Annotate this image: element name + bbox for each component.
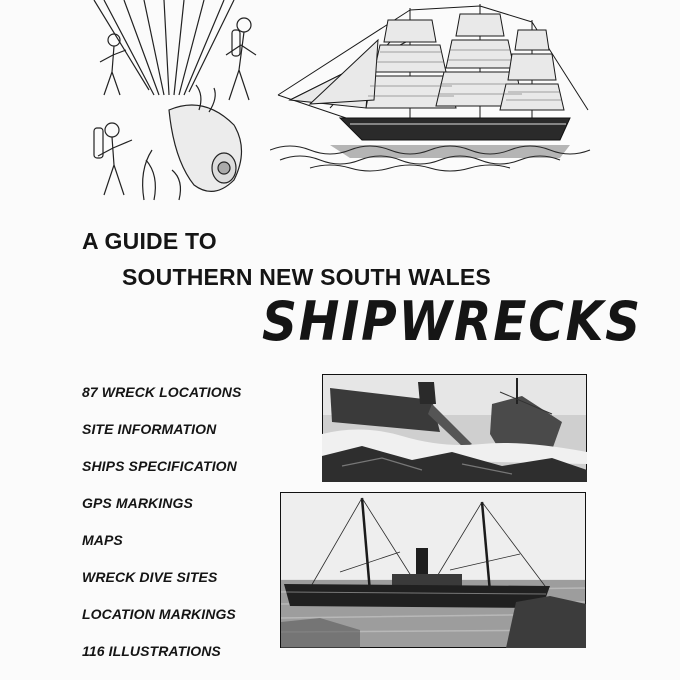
feature-item: WRECK DIVE SITES [82, 569, 218, 585]
feature-item: 87 WRECK LOCATIONS [82, 384, 242, 400]
photo-steamship [280, 492, 586, 648]
feature-item: 116 ILLUSTRATIONS [82, 643, 221, 659]
features-list [82, 374, 241, 670]
divers-illustration [84, 0, 266, 202]
sailing-ship-illustration [270, 0, 595, 172]
title-line-2: SOUTHERN NEW SOUTH WALES [122, 264, 491, 290]
feature-item: MAPS [82, 532, 123, 548]
feature-item: SITE INFORMATION [82, 421, 217, 437]
feature-item: LOCATION MARKINGS [82, 606, 236, 622]
title-line-1: A GUIDE TO [82, 228, 217, 254]
photo-wreck-rocks [322, 374, 587, 482]
feature-item: SHIPS SPECIFICATION [82, 458, 237, 474]
title-shipwrecks: SHIPWRECKS [262, 290, 642, 353]
feature-item: GPS MARKINGS [82, 495, 193, 511]
